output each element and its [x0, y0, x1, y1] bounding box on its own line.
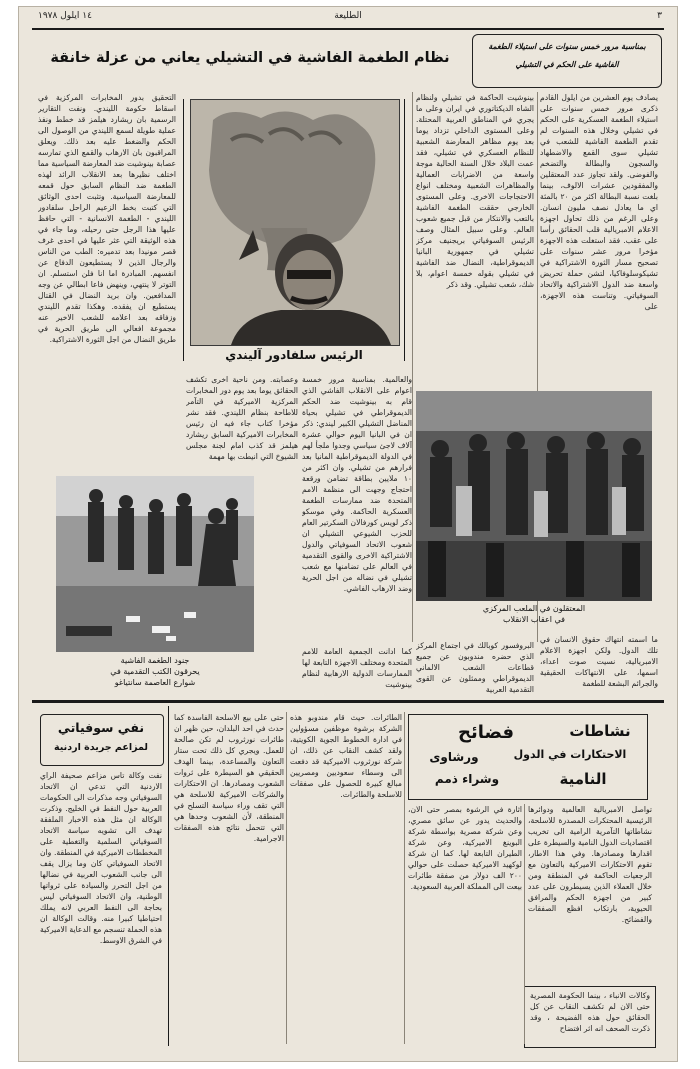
chile-article-col4: والعالمية. بمناسبة مرور خمسة اعوام على الانقلاب الفاشي الذي قام به بينوشيت ضد الحكم الديموقراطي في تشيلي بحياة المناضل التشيلي الكبير ليندي: ذكر ان في البانيا اليوم حوالي عشرة آلاف لاجئ سياسي وجدوا ملجأ لهم في الدولة الديموقراطية المانيا بعد فرارهم من تشيلي. وان اكثر من ١٠ ملايين بطاقة تضامن ورقعة احتجاج وجهت الى منظمة الامم المتحدة ضد ممارسات الطغمة العسكرية الحاكمة. وفي موسكو ذكر لويس كورفالان السكرتير العام للحزب الشيوعي التشيلي ان شعوب الاتحاد السوفياتي والدول الاشتراكية الاخرى والقوى التقدمية في العالم على تضامنها مع شعب تشيلي في نضاله من اجل الحرية وضد الارهاب الفاشي. — [302, 375, 412, 593]
chile-article-col1: يصادف يوم العشرين من ايلول القادم ذكرى مرور خمس سنوات على استيلاء الطغمة العسكرية على الحكم في تشيلي وخلال هذه السنوات لم تقدم الطغمة الفاشية للشعب في تشيلي سوى القمع والاضطهاد والسجون والبطالة والتضخم والفوضى. ولقد تجاوز عدد المعتقلين والمفقودين عشرات الالوف، بينما بلغت نسبة البطالة اكثر من ٢٠ بالمئة اي ما يعادل نصف مليون انسان. وعلى الرغم من ذلك تحاول اجهزة الاعلام الامبريالية قلب الحقائق رأسا على عقب. فقد استغلت هذه الاجهزة مؤخرا مرور عشر سنوات على تصحيح مسار الثورة الاشتراكية في تشيكوسلوفاكيا، لتشن حملة تحريض واسعة ضد الدول الاشتراكية والاتحاد السوفياتي. وتناست هذه الاجهزة، على — [540, 93, 658, 311]
column-rule — [404, 712, 405, 1044]
soviet-article-body: نفت وكالة تاس مزاعم صحيفة الراي الاردنية التي تدعي ان الاتحاد السوفياتي وجه مذكرات الى الحكومات العربية حول النفط في الخليج. وذكرت الوكالة ان مثل هذه الاخبار الملفقة تهدف الى تشويه سياسة الاتحاد السوفياتي السلمية والتغطية على المخططات الاميركية في المنطقة. وان الاتحاد السوفياتي كان وما يزال يقف الى جانب الشعوب العربية في نضالها من اجل التحرر والسيادة على ثرواتها الوطنية، وان الاتحاد السوفياتي ليس بحاجة الى النفط العربي لانه يملك احتياطيا كبيرا منه. وقالت الوكالة ان هذه الحملة تنسجم مع الدعاية الاميركية في الشرق الاوسط. — [40, 771, 162, 945]
bribes-title-line5: ورشاوى — [429, 750, 479, 764]
allende-caption: الرئيس سلفادور آليندي — [225, 348, 363, 362]
soldiers-photo — [56, 476, 254, 652]
chile-article-col3: التحقيق بدور المخابرات المركزية في اسقاط حكومة الليندي. ونفت التقارير الرسمية بان ريشارد هيلمز قد خطط ونفذ عملية طويلة لسمع الليندي من الوصول الى الحكم والضغط عليه بعد ذلك. ويعلق المراقبون بان الارهاب والقمع الذي تمارسه عصابة بينوشيت ضد المعارضة السياسية مما اختلف نظيرها بعد الانقلاب الرائد لهذه الطغمة ضد النظام السابق حول قمعه للمعارضة السياسية. وتثبت احدى الوثائق التي كتبت بخط الزعيم الراحل سلفادور الليندي - الطغمة الانسانية - التي حافظ عليها هذا الرجل حتى رحيله، وما جاء في هذه الوثيقة التي عثر عليها في احدى غرف قصر مونيدا بعد تدميره: الطب من الناس والرجال الذين لا يستطيعون الدفاع عن انفسهم. المبادرة اما انا فلن استسلم. ان التوتر لا ينتهي، وينهض فاعا ابطالي عن وجه المدافعين. وان بريد النضال في القتال يستطيع ان يفقده. وهكذا تقدم الليندي وزفاقه بعد اعلامه للشعب الاخير عنه مجموعة افعالي الى طريق الحرية في طريق النضال من اجل الثورة الاشتراكية. — [38, 93, 176, 344]
soviet-title-line2: لمزاعم جريدة اردنية — [54, 742, 148, 753]
detained-caption-line2: في اعقاب الانقلاب — [503, 615, 565, 624]
headline-kicker-line2: الفاشية على الحكم في التشيلي — [515, 60, 619, 69]
bribes-article-col2: اثارة في الرشوة بمصر حتى الان، والحديث يدور عن سائق مصري، وعن شركة مصرية بواسطة شركة البوينغ الاميركية، وعن شركة الطيران التابعة لها. كما ان شركة لوكهيد الاميركية حصلت على حوالي ٢٠٠ الف دولار من صفقة طائرات بيعت الى المملكة العربية السعودية. — [408, 805, 522, 891]
paper-name: الطليعة — [334, 11, 362, 21]
soviet-title-line1: نفي سوفياتي — [57, 720, 145, 735]
bribes-title-line4: نشاطات — [569, 722, 631, 740]
issue-date: ١٤ أيلول ١٩٧٨ — [38, 11, 92, 21]
chile-article-col5: وعصابته. ومن ناحية اخرى تكشف الحقائق يوما بعد يوم دور المخابرات المركزية الاميركية في التآمر للاطاحة بنظام الليندي. فقد نشر مؤخرا كتاب جاء فيه ان رئيس المخابرات الاميركية السابق ريشارد هيلمز قد كذب امام لجنة مجلس الشيوخ التي انيطت بها مهمة — [186, 375, 298, 461]
allende-photo — [190, 99, 400, 346]
column-rule — [168, 706, 169, 1046]
bribes-article-col4: حتى على بيع الاسلحة الفاسدة كما حدث في احد البلدان، حين ظهر ان طائرات نورثروب لم تكن صالحة للعمل. ويجري كل ذلك تحت ستار التعاون والمساعدة، بينما الهدف الحقيقي هو السيطرة على ثروات الشعوب ومصادرها. ان الاحتكارات والشركات الاميركية للاسلحة هي التي تقف وراء سياسة التسلح في المنطقة، لأن الشعوب وحدها هي التي تتحمل نتائج هذه الصفقات الاجرامية. — [174, 713, 284, 843]
bribes-article-col1: تواصل الامبريالية العالمية ودوائرها الرئيسية المحتكرات المصدرة للاسلحة، نشاطاتها التآمرية الرامية الى تخريب اقتصاديات الدول النامية والسيطرة على اقدارها ومصادرها. وفي هذا الاطار، تقوم الاحتكارات الاميركية بالتعاون مع الرجعيات الحاكمة في المنطقة ومن خلال العملاء الذين يسيطرون على عدد كبير من اجهزة الحكم والمرافق الحيوية، بارتكاب افظع الصفقات والفضائح. — [528, 805, 652, 924]
soldiers-caption-line3: شوارع العاصمة سانتياغو — [114, 678, 196, 687]
header-rule — [32, 28, 664, 30]
bribes-title-line3: النامية — [559, 770, 607, 788]
newspaper-page — [18, 6, 678, 1062]
chile-article-col7: كما ادانت الجمعية العامة للامم المتحدة ومختلف الاجهزة التابعة لها الممارسات الدولية الارهابية لنظام بينوشيت — [302, 647, 412, 689]
photo-frame-rule — [183, 99, 184, 361]
bribes-title-line6: وشراء ذمم — [434, 772, 500, 786]
bribes-footer: وكالات الانباء ، بينما الحكومة المصرية حتى الان لم تكشف النقاب عن كل الحقائق حول هذه الفضيحة ، وقد ذكرت الصحف انه اثر افتضاح — [530, 991, 650, 1033]
soldiers-caption-line1: جنود الطغمة الفاشية — [120, 656, 190, 665]
chile-article-col6: ما اسمته انتهاك حقوق الانسان في تلك الدول. ولكن اجهزة الاعلام الامبريالية، نسيت صوت اعداء، اسمها، على الانتهاكات الحقيقية والجرائم البشعة للطغمة — [540, 635, 658, 688]
chile-article-col2: بينوشيت الحاكمة في تشيلي ولنظام الشاه الديكتاتوري في ايران وعلى ما يجري في المناطق العربية المحتلة. وعلى المستوى الداخلي تزداد يوما بعد يوم مظاهر المعارضة الشعبية للنظام العسكري في تشيلي، فقد عمت البلاد خلال السنة الحالية موجة واسعة من الاضرابات العمالية والمظاهرات الشعبية ومختلف انواع الاحتجاجات الاخرى. وعلى المستوى الخارجي حققت الطغمة الفاشية بالتعب والانتكار من قبل جميع شعوب العالم. وعلى سبيل المثال وصف الرئيس السوفياتي بريجنيف مركز تشيلي في جمهورية البانيا الديموقراطية، النضال ضد الفاشية في تشيلي بقوله خمسة اعوام، بلا شك، شعب تشيلي. وقد ذكر — [416, 93, 534, 289]
detained-photo — [416, 391, 652, 601]
detained-caption-line1: المعتقلون في الملعب المركزي — [482, 604, 586, 613]
section-divider — [32, 700, 664, 703]
column-rule — [412, 92, 413, 642]
column-rule — [524, 804, 525, 1044]
detained-photo-graphic — [416, 391, 652, 601]
headline-title: نظام الطغمة الفاشية في التشيلي يعاني من عزلة خانقة — [50, 50, 450, 66]
soldiers-photo-graphic — [56, 476, 254, 652]
allende-photo-graphic — [191, 100, 399, 345]
page-number: ٣ — [657, 11, 662, 21]
bribes-article-col3: الطائرات. حيث قام مندوبو هذه الشركة برشوة موظفين مسؤولين في ادارة الخطوط الجوية الكويتية، ولقد كشف النقاب عن ذلك، ان شركة نورثروب الاميركية قد دفعت الى وسطاء سعوديين ومصريين مبالغ كبيرة للحصول على صفقات للاسلحة والطائرات. — [290, 713, 402, 799]
headline-kicker-line1: بمناسبة مرور خمس سنوات على استيلاء الطغمة — [488, 42, 646, 51]
soldiers-caption-line2: يحرقون الكتب التقدمية في — [110, 667, 200, 676]
photo-frame-rule — [404, 99, 405, 361]
column-rule — [286, 712, 287, 1044]
chile-article-col8: البروفسور كوبالك في اجتماع المركز الذي حضره مندوبون عن جميع قطاعات الشعب الالماني الديموقراطي وممثلون عن القوى التقدمية العربية — [416, 641, 534, 694]
bribes-title-line1: فضائح — [457, 722, 514, 743]
bribes-title-line2: الاحتكارات في الدول — [513, 748, 627, 761]
